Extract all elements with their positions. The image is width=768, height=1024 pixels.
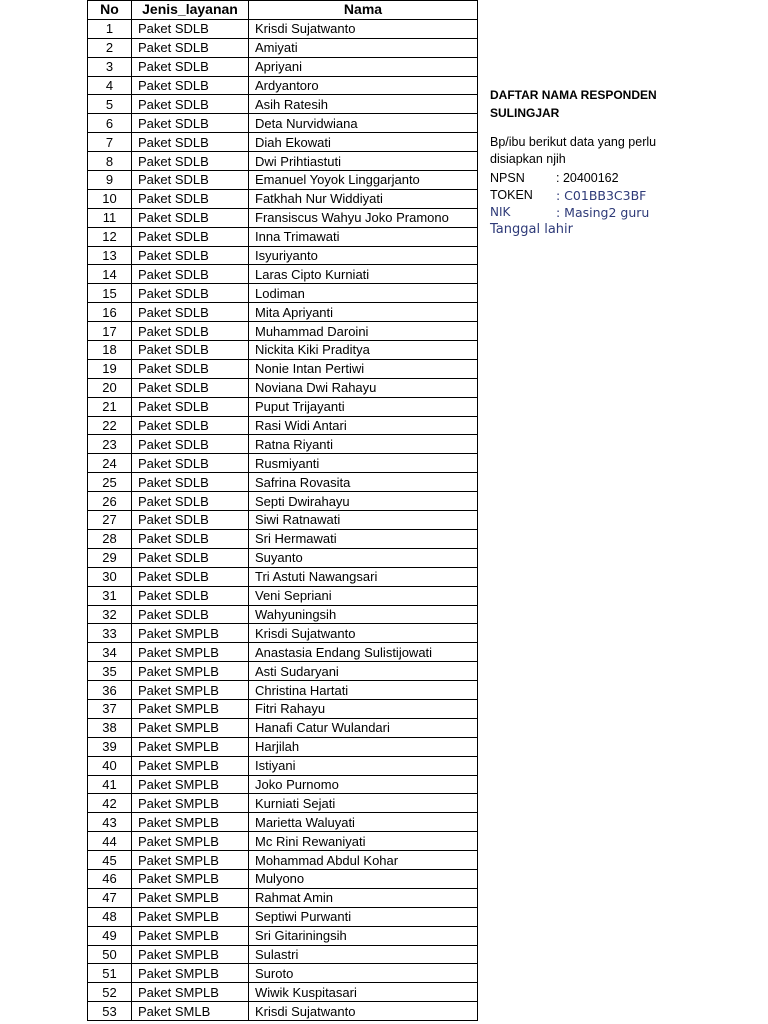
- cell-nama: Tri Astuti Nawangsari: [249, 567, 478, 586]
- cell-jenis-layanan: Paket SDLB: [132, 19, 249, 38]
- table-body: [88, 19, 478, 1020]
- cell-no: 51: [88, 964, 132, 983]
- info-title-line: DAFTAR NAMA RESPONDEN: [490, 88, 657, 102]
- table-row: [88, 114, 478, 133]
- table-row: [88, 341, 478, 360]
- cell-nama: Krisdi Sujatwanto: [249, 1002, 478, 1021]
- cell-no: 27: [88, 511, 132, 530]
- cell-jenis-layanan: Paket SMPLB: [132, 813, 249, 832]
- table-row: [88, 322, 478, 341]
- cell-jenis-layanan: Paket SDLB: [132, 246, 249, 265]
- cell-jenis-layanan: Paket SDLB: [132, 586, 249, 605]
- cell-no: 39: [88, 737, 132, 756]
- cell-nama: Mc Rini Rewaniyati: [249, 832, 478, 851]
- cell-no: 29: [88, 548, 132, 567]
- cell-no: 34: [88, 643, 132, 662]
- cell-nama: Safrina Rovasita: [249, 473, 478, 492]
- cell-no: 35: [88, 662, 132, 681]
- cell-jenis-layanan: Paket SMPLB: [132, 794, 249, 813]
- table-row: [88, 548, 478, 567]
- cell-no: 7: [88, 133, 132, 152]
- table-row: [88, 869, 478, 888]
- cell-no: 4: [88, 76, 132, 95]
- cell-jenis-layanan: Paket SMPLB: [132, 756, 249, 775]
- cell-nama: Kurniati Sejati: [249, 794, 478, 813]
- cell-jenis-layanan: Paket SDLB: [132, 605, 249, 624]
- cell-no: 19: [88, 359, 132, 378]
- cell-no: 8: [88, 152, 132, 171]
- table-row: [88, 624, 478, 643]
- table-row: [88, 586, 478, 605]
- cell-no: 42: [88, 794, 132, 813]
- cell-jenis-layanan: Paket SDLB: [132, 152, 249, 171]
- table-row: [88, 57, 478, 76]
- cell-jenis-layanan: Paket SMPLB: [132, 983, 249, 1002]
- cell-jenis-layanan: Paket SDLB: [132, 189, 249, 208]
- table-row: [88, 756, 478, 775]
- cell-nama: Fatkhah Nur Widdiyati: [249, 189, 478, 208]
- cell-nama: Rusmiyanti: [249, 454, 478, 473]
- table-row: [88, 945, 478, 964]
- cell-nama: Muhammad Daroini: [249, 322, 478, 341]
- cell-jenis-layanan: Paket SMPLB: [132, 851, 249, 870]
- cell-nama: Mohammad Abdul Kohar: [249, 851, 478, 870]
- table-row: [88, 435, 478, 454]
- cell-no: 16: [88, 303, 132, 322]
- table-row: [88, 171, 478, 190]
- table-row: [88, 775, 478, 794]
- cell-nama: Laras Cipto Kurniati: [249, 265, 478, 284]
- table-row: [88, 19, 478, 38]
- cell-nama: Suroto: [249, 964, 478, 983]
- cell-no: 5: [88, 95, 132, 114]
- cell-nama: Mita Apriyanti: [249, 303, 478, 322]
- cell-no: 53: [88, 1002, 132, 1021]
- cell-jenis-layanan: Paket SDLB: [132, 284, 249, 303]
- cell-jenis-layanan: Paket SDLB: [132, 378, 249, 397]
- cell-nama: Inna Trimawati: [249, 227, 478, 246]
- table-row: [88, 38, 478, 57]
- token-value: : C01BB3C3BF: [556, 188, 647, 203]
- info-title: [490, 86, 760, 122]
- cell-nama: Nonie Intan Pertiwi: [249, 359, 478, 378]
- cell-nama: Sulastri: [249, 945, 478, 964]
- info-panel: [490, 86, 760, 238]
- cell-jenis-layanan: Paket SDLB: [132, 57, 249, 76]
- cell-no: 38: [88, 718, 132, 737]
- cell-no: 12: [88, 227, 132, 246]
- nik-value: : Masing2 guru: [556, 205, 650, 220]
- table-row: [88, 681, 478, 700]
- cell-jenis-layanan: Paket SDLB: [132, 76, 249, 95]
- cell-no: 32: [88, 605, 132, 624]
- cell-jenis-layanan: Paket SMPLB: [132, 643, 249, 662]
- table-row: [88, 926, 478, 945]
- cell-jenis-layanan: Paket SMPLB: [132, 624, 249, 643]
- cell-nama: Fitri Rahayu: [249, 699, 478, 718]
- cell-nama: Isyuriyanto: [249, 246, 478, 265]
- table-row: [88, 397, 478, 416]
- token-label: TOKEN: [490, 188, 533, 202]
- cell-nama: Mulyono: [249, 869, 478, 888]
- cell-no: 47: [88, 888, 132, 907]
- table-row: [88, 265, 478, 284]
- table-row: [88, 983, 478, 1002]
- cell-no: 21: [88, 397, 132, 416]
- cell-no: 13: [88, 246, 132, 265]
- cell-no: 23: [88, 435, 132, 454]
- cell-jenis-layanan: Paket SDLB: [132, 529, 249, 548]
- cell-no: 44: [88, 832, 132, 851]
- cell-no: 3: [88, 57, 132, 76]
- cell-no: 6: [88, 114, 132, 133]
- cell-jenis-layanan: Paket SDLB: [132, 38, 249, 57]
- table-row: [88, 284, 478, 303]
- header-nama: Nama: [249, 1, 478, 20]
- header-jenis-layanan: Jenis_layanan: [132, 1, 249, 20]
- token-row: [490, 187, 760, 204]
- cell-nama: Hanafi Catur Wulandari: [249, 718, 478, 737]
- cell-jenis-layanan: Paket SDLB: [132, 133, 249, 152]
- cell-no: 49: [88, 926, 132, 945]
- table-row: [88, 152, 478, 171]
- cell-jenis-layanan: Paket SMPLB: [132, 945, 249, 964]
- cell-nama: Lodiman: [249, 284, 478, 303]
- cell-nama: Ratna Riyanti: [249, 435, 478, 454]
- table-row: [88, 511, 478, 530]
- cell-nama: Sri Hermawati: [249, 529, 478, 548]
- table-header-row: [88, 1, 478, 20]
- npsn-label: NPSN: [490, 171, 525, 185]
- table-row: [88, 227, 478, 246]
- cell-jenis-layanan: Paket SMPLB: [132, 775, 249, 794]
- cell-no: 28: [88, 529, 132, 548]
- cell-nama: Asti Sudaryani: [249, 662, 478, 681]
- table-row: [88, 76, 478, 95]
- table-row: [88, 699, 478, 718]
- cell-nama: Ardyantoro: [249, 76, 478, 95]
- cell-no: 30: [88, 567, 132, 586]
- cell-no: 17: [88, 322, 132, 341]
- info-description-line: disiapkan njih: [490, 152, 566, 166]
- cell-jenis-layanan: Paket SMPLB: [132, 699, 249, 718]
- cell-no: 46: [88, 869, 132, 888]
- cell-jenis-layanan: Paket SMPLB: [132, 662, 249, 681]
- table-row: [88, 416, 478, 435]
- cell-nama: Krisdi Sujatwanto: [249, 624, 478, 643]
- cell-jenis-layanan: Paket SDLB: [132, 322, 249, 341]
- cell-jenis-layanan: Paket SDLB: [132, 114, 249, 133]
- cell-no: 41: [88, 775, 132, 794]
- table-row: [88, 794, 478, 813]
- cell-no: 31: [88, 586, 132, 605]
- respondent-table: [87, 0, 478, 1021]
- cell-jenis-layanan: Paket SDLB: [132, 435, 249, 454]
- cell-nama: Nickita Kiki Praditya: [249, 341, 478, 360]
- cell-no: 15: [88, 284, 132, 303]
- cell-nama: Noviana Dwi Rahayu: [249, 378, 478, 397]
- table-row: [88, 95, 478, 114]
- cell-jenis-layanan: Paket SMPLB: [132, 888, 249, 907]
- cell-nama: Sri Gitariningsih: [249, 926, 478, 945]
- table-row: [88, 662, 478, 681]
- table-row: [88, 888, 478, 907]
- cell-no: 18: [88, 341, 132, 360]
- cell-nama: Dwi Prihtiastuti: [249, 152, 478, 171]
- table-row: [88, 454, 478, 473]
- cell-nama: Rahmat Amin: [249, 888, 478, 907]
- cell-nama: Joko Purnomo: [249, 775, 478, 794]
- table-row: [88, 359, 478, 378]
- cell-jenis-layanan: Paket SMPLB: [132, 737, 249, 756]
- cell-jenis-layanan: Paket SMPLB: [132, 681, 249, 700]
- table-row: [88, 189, 478, 208]
- cell-no: 52: [88, 983, 132, 1002]
- table-row: [88, 643, 478, 662]
- cell-nama: Asih Ratesih: [249, 95, 478, 114]
- cell-jenis-layanan: Paket SDLB: [132, 473, 249, 492]
- cell-jenis-layanan: Paket SDLB: [132, 359, 249, 378]
- cell-nama: Harjilah: [249, 737, 478, 756]
- cell-no: 14: [88, 265, 132, 284]
- table-row: [88, 303, 478, 322]
- npsn-row: [490, 170, 760, 187]
- cell-nama: Veni Sepriani: [249, 586, 478, 605]
- cell-no: 43: [88, 813, 132, 832]
- nik-row: [490, 204, 760, 221]
- cell-nama: Diah Ekowati: [249, 133, 478, 152]
- cell-no: 2: [88, 38, 132, 57]
- cell-nama: Emanuel Yoyok Linggarjanto: [249, 171, 478, 190]
- cell-nama: Istiyani: [249, 756, 478, 775]
- table-row: [88, 718, 478, 737]
- cell-nama: Fransiscus Wahyu Joko Pramono: [249, 208, 478, 227]
- cell-nama: Christina Hartati: [249, 681, 478, 700]
- cell-no: 40: [88, 756, 132, 775]
- cell-nama: Apriyani: [249, 57, 478, 76]
- table-row: [88, 567, 478, 586]
- cell-no: 24: [88, 454, 132, 473]
- cell-nama: Marietta Waluyati: [249, 813, 478, 832]
- cell-nama: Rasi Widi Antari: [249, 416, 478, 435]
- cell-jenis-layanan: Paket SDLB: [132, 265, 249, 284]
- cell-nama: Septiwi Purwanti: [249, 907, 478, 926]
- cell-jenis-layanan: Paket SDLB: [132, 397, 249, 416]
- npsn-value: : 20400162: [556, 171, 619, 185]
- header-no: No: [88, 1, 132, 20]
- nik-label: NIK: [490, 205, 511, 219]
- cell-jenis-layanan: Paket SMPLB: [132, 964, 249, 983]
- cell-no: 33: [88, 624, 132, 643]
- cell-jenis-layanan: Paket SMPLB: [132, 926, 249, 945]
- table-row: [88, 246, 478, 265]
- cell-nama: Deta Nurvidwiana: [249, 114, 478, 133]
- table-row: [88, 133, 478, 152]
- cell-jenis-layanan: Paket SDLB: [132, 303, 249, 322]
- table-row: [88, 208, 478, 227]
- cell-jenis-layanan: Paket SDLB: [132, 227, 249, 246]
- table-row: [88, 492, 478, 511]
- cell-no: 22: [88, 416, 132, 435]
- table-row: [88, 851, 478, 870]
- cell-jenis-layanan: Paket SDLB: [132, 208, 249, 227]
- table-row: [88, 832, 478, 851]
- cell-jenis-layanan: Paket SMPLB: [132, 832, 249, 851]
- cell-no: 10: [88, 189, 132, 208]
- cell-jenis-layanan: Paket SDLB: [132, 416, 249, 435]
- cell-no: 45: [88, 851, 132, 870]
- cell-no: 20: [88, 378, 132, 397]
- cell-jenis-layanan: Paket SDLB: [132, 454, 249, 473]
- cell-jenis-layanan: Paket SDLB: [132, 95, 249, 114]
- cell-no: 48: [88, 907, 132, 926]
- cell-jenis-layanan: Paket SMPLB: [132, 718, 249, 737]
- info-description-line: Bp/ibu berikut data yang perlu: [490, 135, 657, 149]
- cell-no: 26: [88, 492, 132, 511]
- cell-no: 25: [88, 473, 132, 492]
- cell-nama: Siwi Ratnawati: [249, 511, 478, 530]
- cell-nama: Septi Dwirahayu: [249, 492, 478, 511]
- table-row: [88, 1002, 478, 1021]
- cell-nama: Amiyati: [249, 38, 478, 57]
- cell-jenis-layanan: Paket SDLB: [132, 567, 249, 586]
- cell-no: 11: [88, 208, 132, 227]
- info-description: [490, 134, 760, 168]
- cell-nama: Wahyuningsih: [249, 605, 478, 624]
- table-row: [88, 907, 478, 926]
- cell-nama: Anastasia Endang Sulistijowati: [249, 643, 478, 662]
- cell-jenis-layanan: Paket SDLB: [132, 492, 249, 511]
- cell-no: 9: [88, 171, 132, 190]
- cell-jenis-layanan: Paket SDLB: [132, 548, 249, 567]
- info-title-line: SULINGJAR: [490, 106, 560, 120]
- cell-jenis-layanan: Paket SDLB: [132, 341, 249, 360]
- cell-no: 37: [88, 699, 132, 718]
- cell-jenis-layanan: Paket SDLB: [132, 511, 249, 530]
- cell-jenis-layanan: Paket SMPLB: [132, 869, 249, 888]
- tanggal-lahir-text: Tanggal lahir: [490, 222, 573, 237]
- table-row: [88, 813, 478, 832]
- cell-jenis-layanan: Paket SMPLB: [132, 907, 249, 926]
- table-row: [88, 473, 478, 492]
- cell-jenis-layanan: Paket SMLB: [132, 1002, 249, 1021]
- table-row: [88, 605, 478, 624]
- cell-nama: Krisdi Sujatwanto: [249, 19, 478, 38]
- cell-nama: Suyanto: [249, 548, 478, 567]
- table-row: [88, 378, 478, 397]
- table-row: [88, 529, 478, 548]
- cell-no: 36: [88, 681, 132, 700]
- cell-jenis-layanan: Paket SDLB: [132, 171, 249, 190]
- cell-no: 50: [88, 945, 132, 964]
- cell-no: 1: [88, 19, 132, 38]
- cell-nama: Wiwik Kuspitasari: [249, 983, 478, 1002]
- table-row: [88, 964, 478, 983]
- cell-nama: Puput Trijayanti: [249, 397, 478, 416]
- table-row: [88, 737, 478, 756]
